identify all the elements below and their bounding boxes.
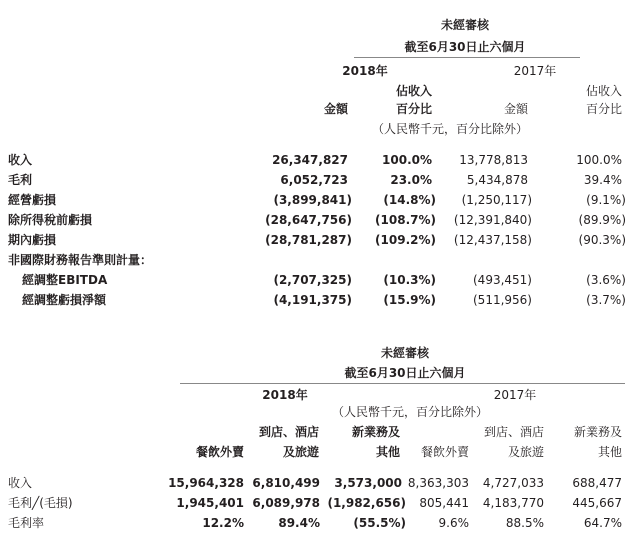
t2-col-food-2018: 餐飲外賣 [195,445,244,459]
t1-pct-header-2017-line1: 佔收入 [585,84,622,98]
cell-amount-2018: 6,052,723 [280,173,348,187]
cell-pct-2018: (108.7%) [375,213,436,227]
row-label: 毛利 [8,173,33,187]
cell-pct-2018: (14.8%) [383,193,436,207]
cell-amount-2018: (28,781,287) [265,233,352,247]
cell-hotel-2018: 89.4% [278,516,320,530]
cell-food-2018: 1,945,401 [176,496,244,510]
t1-pct-header-2017-line2: 百分比 [585,102,622,116]
cell-amount-2018: (28,647,756) [265,213,352,227]
t2-header-unaudited: 未經審核 [380,346,429,360]
row-label: 期內虧損 [8,233,57,247]
cell-pct-2017: 100.0% [576,153,622,167]
t1-header-rule [354,57,580,58]
t2-col-new-2018-line1: 新業務及 [351,425,400,439]
cell-pct-2018: (10.3%) [383,273,436,287]
cell-new-2018: (1,982,656) [327,496,406,510]
nonifrs-section-label: 非國際財務報告準則計量： [8,253,153,267]
cell-pct-2017: (90.3%) [578,233,626,247]
cell-pct-2017: (3.7%) [586,293,626,307]
t2-header-rule [180,383,625,384]
t1-header-unaudited: 未經審核 [440,18,489,32]
t2-year-2017: 2017年 [493,388,537,402]
cell-hotel-2017: 4,183,770 [482,496,544,510]
cell-amount-2017: (511,956) [473,293,532,307]
t2-year-2018: 2018年 [262,388,308,402]
cell-food-2018: 15,964,328 [168,476,244,490]
cell-hotel-2018: 6,810,499 [252,476,320,490]
t1-pct-header-2018-line1: 佔收入 [395,84,432,98]
row-label: 收入 [8,476,33,490]
cell-amount-2018: 26,347,827 [272,153,348,167]
cell-amount-2018: (3,899,841) [273,193,352,207]
t1-pct-header-2018-line2: 百分比 [395,102,432,116]
cell-amount-2018: (2,707,325) [273,273,352,287]
row-label: 毛利率 [8,516,45,530]
cell-amount-2017: (12,437,158) [453,233,532,247]
t2-col-hotel-2017-line2: 及旅遊 [507,445,544,459]
cell-new-2017: 64.7% [583,516,622,530]
t2-unit-note: （人民幣千元，百分比除外） [331,405,488,419]
cell-amount-2017: 5,434,878 [466,173,528,187]
cell-amount-2017: (493,451) [473,273,532,287]
cell-amount-2017: 13,778,813 [459,153,528,167]
cell-pct-2017: 39.4% [583,173,622,187]
cell-amount-2017: (12,391,840) [453,213,532,227]
t1-unit-note: （人民幣千元，百分比除外） [371,122,528,136]
t1-year-2017: 2017年 [513,64,557,78]
cell-hotel-2017: 4,727,033 [482,476,544,490]
cell-food-2018: 12.2% [202,516,244,530]
cell-food-2017: 9.6% [438,516,469,530]
cell-food-2017: 805,441 [419,496,469,510]
cell-amount-2017: (1,250,117) [461,193,532,207]
t1-header-period: 截至6月30日止六個月 [404,40,526,54]
cell-hotel-2018: 6,089,978 [252,496,320,510]
t1-amount-header-2017: 金額 [503,102,528,116]
row-label: 經調整EBITDA [22,273,108,287]
cell-new-2018: 3,573,000 [334,476,402,490]
cell-pct-2018: (109.2%) [375,233,436,247]
cell-pct-2017: (3.6%) [586,273,626,287]
t2-col-hotel-2018-line1: 到店、酒店 [258,425,319,439]
row-label: 經營虧損 [8,193,57,207]
cell-food-2017: 8,363,303 [407,476,469,490]
cell-new-2017: 688,477 [572,476,622,490]
t2-col-hotel-2018-line2: 及旅遊 [282,445,319,459]
t2-col-new-2017-line1: 新業務及 [573,425,622,439]
t2-col-food-2017: 餐飲外賣 [420,445,469,459]
t2-col-new-2018-line2: 其他 [375,445,400,459]
t2-header-period: 截至6月30日止六個月 [344,366,466,380]
cell-amount-2018: (4,191,375) [273,293,352,307]
cell-pct-2018: (15.9%) [383,293,436,307]
row-label: 經調整虧損淨額 [22,293,107,307]
t1-amount-header-2018: 金額 [323,102,348,116]
t2-col-new-2017-line2: 其他 [597,445,622,459]
cell-pct-2018: 23.0% [390,173,432,187]
cell-pct-2017: (89.9%) [578,213,626,227]
row-label: 除所得稅前虧損 [8,213,93,227]
cell-pct-2018: 100.0% [382,153,432,167]
cell-new-2017: 445,667 [572,496,622,510]
cell-pct-2017: (9.1%) [586,193,626,207]
t2-col-hotel-2017-line1: 到店、酒店 [483,425,544,439]
cell-hotel-2017: 88.5% [505,516,544,530]
row-label: 毛利╱(毛損) [8,496,73,510]
t1-year-2018: 2018年 [342,64,388,78]
row-label: 收入 [8,153,33,167]
cell-new-2018: (55.5%) [353,516,406,530]
